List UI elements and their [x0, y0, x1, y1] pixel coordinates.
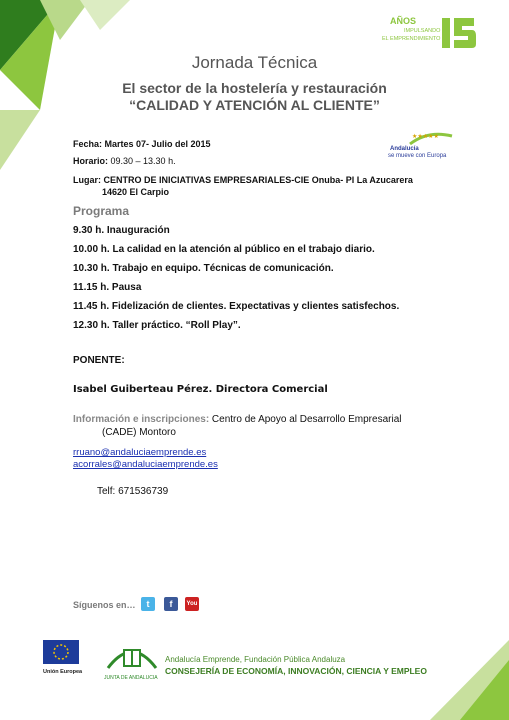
programa-item: 10.00 h. La calidad en la atención al público en el trabajo diario. [73, 244, 375, 255]
page-tagline: “CALIDAD Y ATENCIÓN AL CLIENTE” [129, 97, 380, 113]
info-block [73, 413, 436, 427]
ponente-title: PONENTE: [73, 355, 125, 366]
footer-line1: Andalucía Emprende, Fundación Pública Andaluza [165, 655, 346, 664]
info-label: Información e inscripciones: [73, 414, 210, 425]
youtube-icon[interactable] [185, 597, 199, 611]
eu-logo [43, 640, 83, 676]
lugar-line2: 14620 El Carpio [102, 187, 170, 197]
horario-row [73, 156, 176, 166]
page-title: Jornada Técnica [191, 53, 318, 72]
page-subtitle: El sector de la hostelería y restauración [122, 80, 387, 96]
programa-item: 12.30 h. Taller práctico. “Roll Play”. [73, 320, 241, 331]
siguenos-label: Síguenos en… [73, 600, 136, 610]
eu-label: Unión Europea [43, 669, 83, 675]
footer-line2: CONSEJERÍA DE ECONOMÍA, INNOVACIÓN, CIENCIA Y EMPLEO [165, 666, 427, 676]
programa-item: 11.15 h. Pausa [73, 282, 142, 293]
email-link-1[interactable]: rruano@andaluciaemprende.es [73, 447, 207, 458]
youtube-text: You [186, 601, 198, 607]
info-text: Centro de Apoyo al Desarrollo Empresarial [209, 414, 402, 425]
logo-tag2: EL EMPRENDIMIENTO [382, 36, 441, 42]
lugar-row [73, 175, 413, 185]
junta-emblem-icon [104, 640, 160, 670]
lugar-line1: CENTRO DE INICIATIVAS EMPRESARIALES-CIE Onuba- Pl La Azucarera [103, 175, 413, 185]
andalucia-europa-logo [388, 130, 458, 162]
junta-logo [104, 640, 160, 680]
stars-icon [408, 130, 454, 146]
lugar-label: Lugar: [73, 175, 101, 185]
logo-years-text: AÑOS [390, 16, 417, 26]
ponente-name: Isabel Guiberteau Pérez. Directora Comercial [73, 384, 328, 395]
fecha-text: Fecha: Martes 07- Julio del 2015 [73, 139, 211, 149]
programa-item: 9.30 h. Inauguración [73, 225, 170, 236]
eu-flag-icon [43, 640, 83, 664]
telefono-text: Telf: 671536739 [97, 486, 169, 497]
andalucia-line2: se mueve con Europa [388, 153, 447, 159]
svg-text:★★★★★: ★★★★★ [412, 134, 439, 140]
logo-tag1: IMPULSANDO [404, 28, 441, 34]
programa-item: 11.45 h. Fidelización de clientes. Expectativas y clientes satisfechos. [73, 301, 400, 312]
email-link-2[interactable]: acorrales@andaluciaemprende.es [73, 459, 218, 470]
programa-title: Programa [73, 204, 130, 218]
info-text2: (CADE) Montoro [102, 427, 176, 438]
andalucia-line1: Andalucía [390, 146, 419, 152]
programa-item: 10.30 h. Trabajo en equipo. Técnicas de comunicación. [73, 263, 334, 274]
emprende-logo [382, 14, 482, 54]
horario-label: Horario: [73, 156, 109, 166]
facebook-icon[interactable]: f [164, 597, 178, 611]
twitter-icon[interactable]: t [141, 597, 155, 611]
horario-value: 09.30 – 13.30 h. [108, 156, 176, 166]
number-15-icon [440, 14, 478, 52]
junta-label: JUNTA DE ANDALUCIA [104, 675, 158, 681]
